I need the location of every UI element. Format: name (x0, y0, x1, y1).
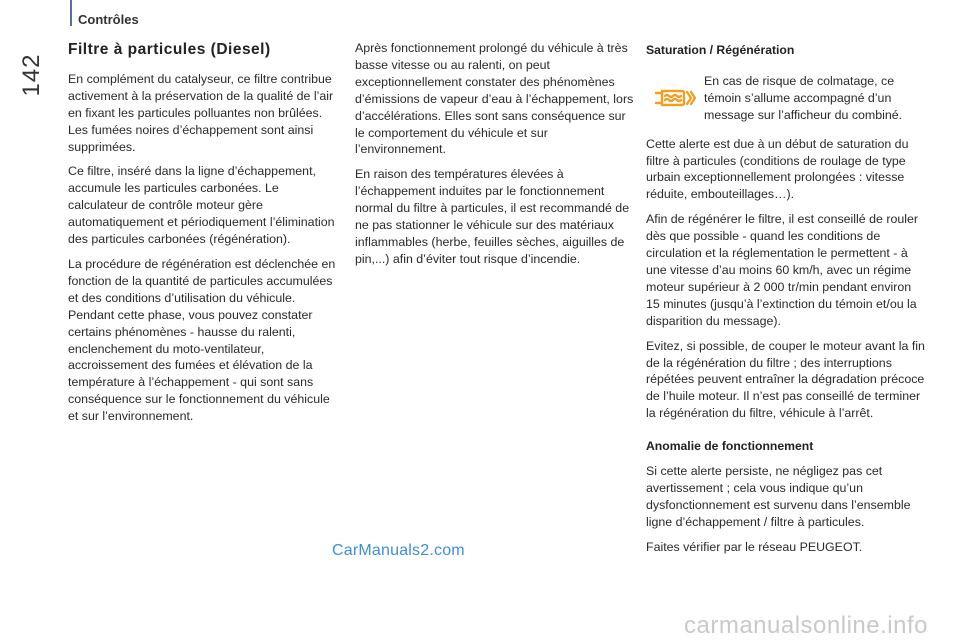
column-right (646, 40, 926, 564)
watermark-carmanuals2[interactable]: CarManuals2.com (332, 542, 465, 559)
paragraph: Si cette alerte persiste, ne négligez pas cet avertissement ; cela vous indique qu’un dysfonctionnement est survenu dans l’ensemble ligne d’échappement / filtre à particules. (646, 464, 911, 529)
column-left (68, 40, 340, 433)
warning-light-block (646, 73, 926, 124)
page-title: Filtre à particules (Diesel) (68, 41, 271, 58)
header-accent-bar (70, 0, 72, 26)
paragraph: Après fonctionnement prolongé du véhicule à très basse vitesse ou au ralenti, on peut exceptionnellement constater des phénomènes d’émissions de vapeur d’eau à l’échappement, lors d’accélérations. Elles sont sans conséquence sur le comportement du véhicule et sur l’environnement. (355, 41, 634, 157)
paragraph: Faites vérifier par le réseau PEUGEOT. (646, 539, 863, 554)
column-middle (355, 40, 635, 276)
paragraph: La procédure de régénération est déclenchée en fonction de la quantité de particules accumulées et des conditions d’utilisation du véhicule. Pendant cette phase, vous pouvez constater certains phénomènes - hausse du ralenti, enclenchement du moto-ventilateur, accroissement des fumées et élévation de la température à l’échappement - qui sont sans conséquence sur le fonctionnement du véhicule et sur l’environnement. (68, 256, 336, 424)
paragraph: Evitez, si possible, de couper le moteur avant la fin de la régénération du filtre ; des interruptions répétées peuvent entraîner la dégradation précoce de l’huile moteur. Il n’est pas conseillé de terminer la régénération du filtre, véhicule à l’arrêt. (646, 338, 925, 421)
paragraph: Afin de régénérer le filtre, il est conseillé de rouler dès que possible - quand les conditions de circulation et la réglementation le permettent - à une vitesse d’au moins 60 km/h, avec un régime moteur supérieur à 2 000 tr/min pendant environ 15 minutes (jusqu’à l’extinction du témoin et/ou la disparition du message). (646, 212, 919, 328)
subheading-saturation: Saturation / Régénération (646, 43, 795, 57)
watermark-carmanualsonline: carmanualsonline.info (684, 612, 928, 639)
paragraph: En complément du catalyseur, ce filtre contribue activement à la préservation de la qualité de l’air en fixant les particules polluantes non brûlées. Les fumées noires d’échappement sont ainsi supprimées. (68, 71, 334, 154)
warning-description: En cas de risque de colmatage, ce témoin s’allume accompagné d’un message sur l’afficheur du combiné. (704, 73, 903, 122)
subheading-anomaly: Anomalie de fonctionnement (646, 439, 814, 454)
particle-filter-warning-icon (646, 73, 704, 123)
page-number: 142 (18, 53, 45, 97)
paragraph: Ce filtre, inséré dans la ligne d’échappement, accumule les particules carbonées. Le calculateur de contrôle moteur gère automatiquement et périodiquement l’élimination des particules carbonées (régénération). (68, 164, 335, 247)
paragraph: Cette alerte est due à un début de saturation du filtre à particules (conditions de roulage de type urbain exceptionnellement prolongées : vitesse réduite, embouteillages…). (646, 136, 909, 202)
section-title: Contrôles (78, 12, 139, 27)
paragraph: En raison des températures élevées à l’échappement induites par le fonctionnement normal du filtre à particules, il est recommandé de ne pas stationner le véhicule sur des matériaux inflammables (herbe, feuilles sèches, aiguilles de pin,...) afin d’éviter tout risque d’incendie. (355, 167, 630, 266)
